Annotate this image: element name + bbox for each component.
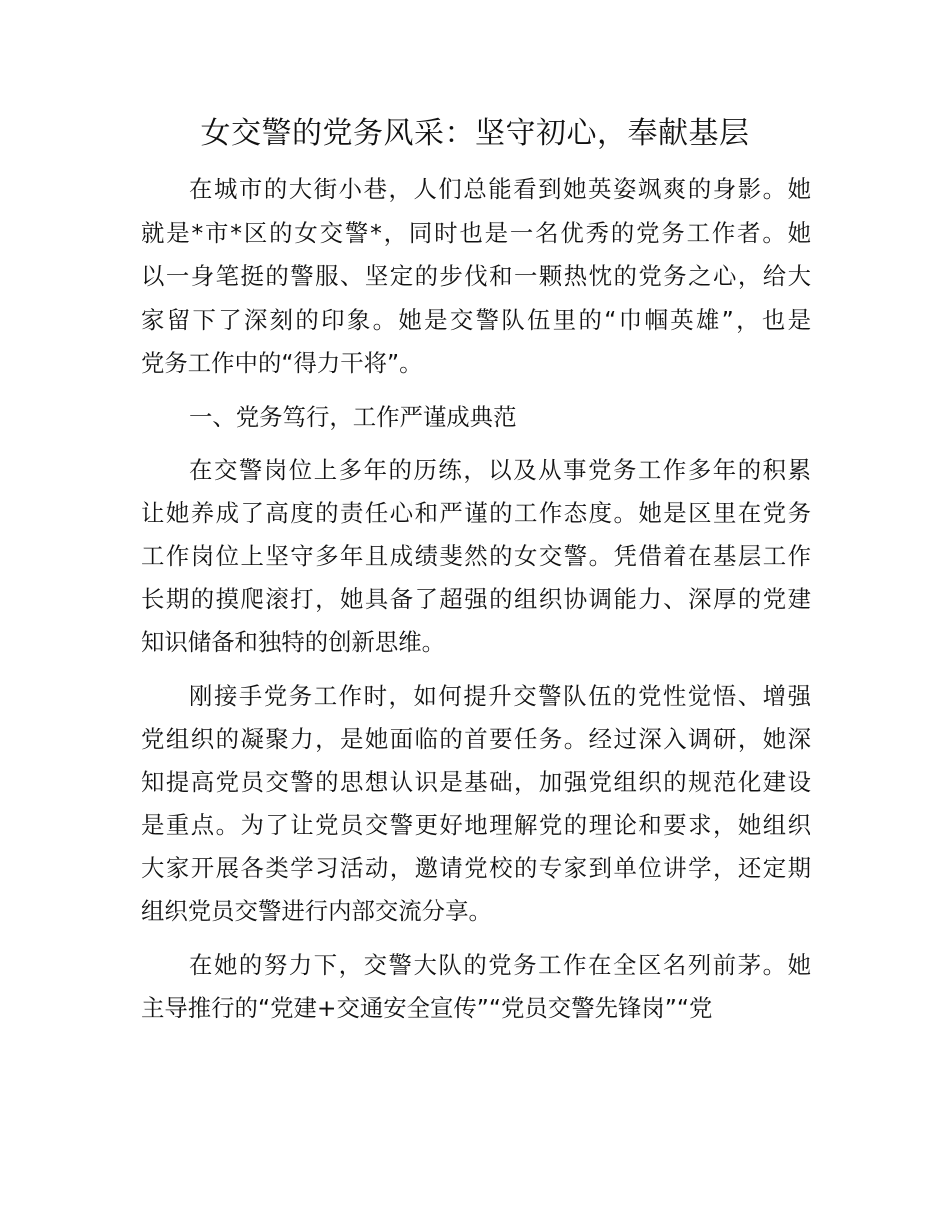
- paragraph-2-line-4: 长期的摸爬滚打，她具备了超强的组织协调能力、深厚的党建: [141, 585, 811, 613]
- paragraph-1-line-2: 就是*市*区的女交警*，同时也是一名优秀的党务工作者。她: [141, 219, 811, 247]
- paragraph-4-line-2: 主导推行的“党建+交通安全宣传”“党员交警先锋岗”“党: [141, 994, 713, 1022]
- paragraph-1-line-3: 以一身笔挺的警服、坚定的步伐和一颗热忱的党务之心，给大: [141, 262, 811, 290]
- paragraph-3-line-2: 党组织的凝聚力，是她面临的首要任务。经过深入调研，她深: [141, 725, 811, 753]
- paragraph-2-line-1: 在交警岗位上多年的历练，以及从事党务工作多年的积累: [189, 456, 811, 484]
- paragraph-2-line-2: 让她养成了高度的责任心和严谨的工作态度。她是区里在党务: [141, 499, 811, 527]
- paragraph-3-line-1: 刚接手党务工作时，如何提升交警队伍的党性觉悟、增强: [189, 682, 811, 710]
- paragraph-2-line-5: 知识储备和独特的创新思维。: [141, 628, 446, 656]
- paragraph-1-line-4: 家留下了深刻的印象。她是交警队伍里的“巾帼英雄”，也是: [141, 306, 811, 334]
- paragraph-4-line-1: 在她的努力下，交警大队的党务工作在全区名列前茅。她: [189, 951, 811, 979]
- paragraph-3-line-6: 组织党员交警进行内部交流分享。: [141, 897, 492, 925]
- paragraph-3-line-4: 是重点。为了让党员交警更好地理解党的理论和要求，她组织: [141, 811, 811, 839]
- document-title: 女交警的党务风采：坚守初心，奉献基层: [200, 116, 750, 151]
- section-heading-1: 一、党务笃行，工作严谨成典范: [189, 403, 517, 431]
- paragraph-3-line-5: 大家开展各类学习活动，邀请党校的专家到单位讲学，还定期: [141, 854, 811, 882]
- paragraph-2-line-3: 工作岗位上坚守多年且成绩斐然的女交警。凭借着在基层工作: [141, 542, 811, 570]
- paragraph-1-line-5: 党务工作中的“得力干将”。: [141, 349, 423, 377]
- paragraph-1-line-1: 在城市的大街小巷，人们总能看到她英姿飒爽的身影。她: [189, 175, 811, 203]
- paragraph-3-line-3: 知提高党员交警的思想认识是基础，加强党组织的规范化建设: [141, 768, 811, 796]
